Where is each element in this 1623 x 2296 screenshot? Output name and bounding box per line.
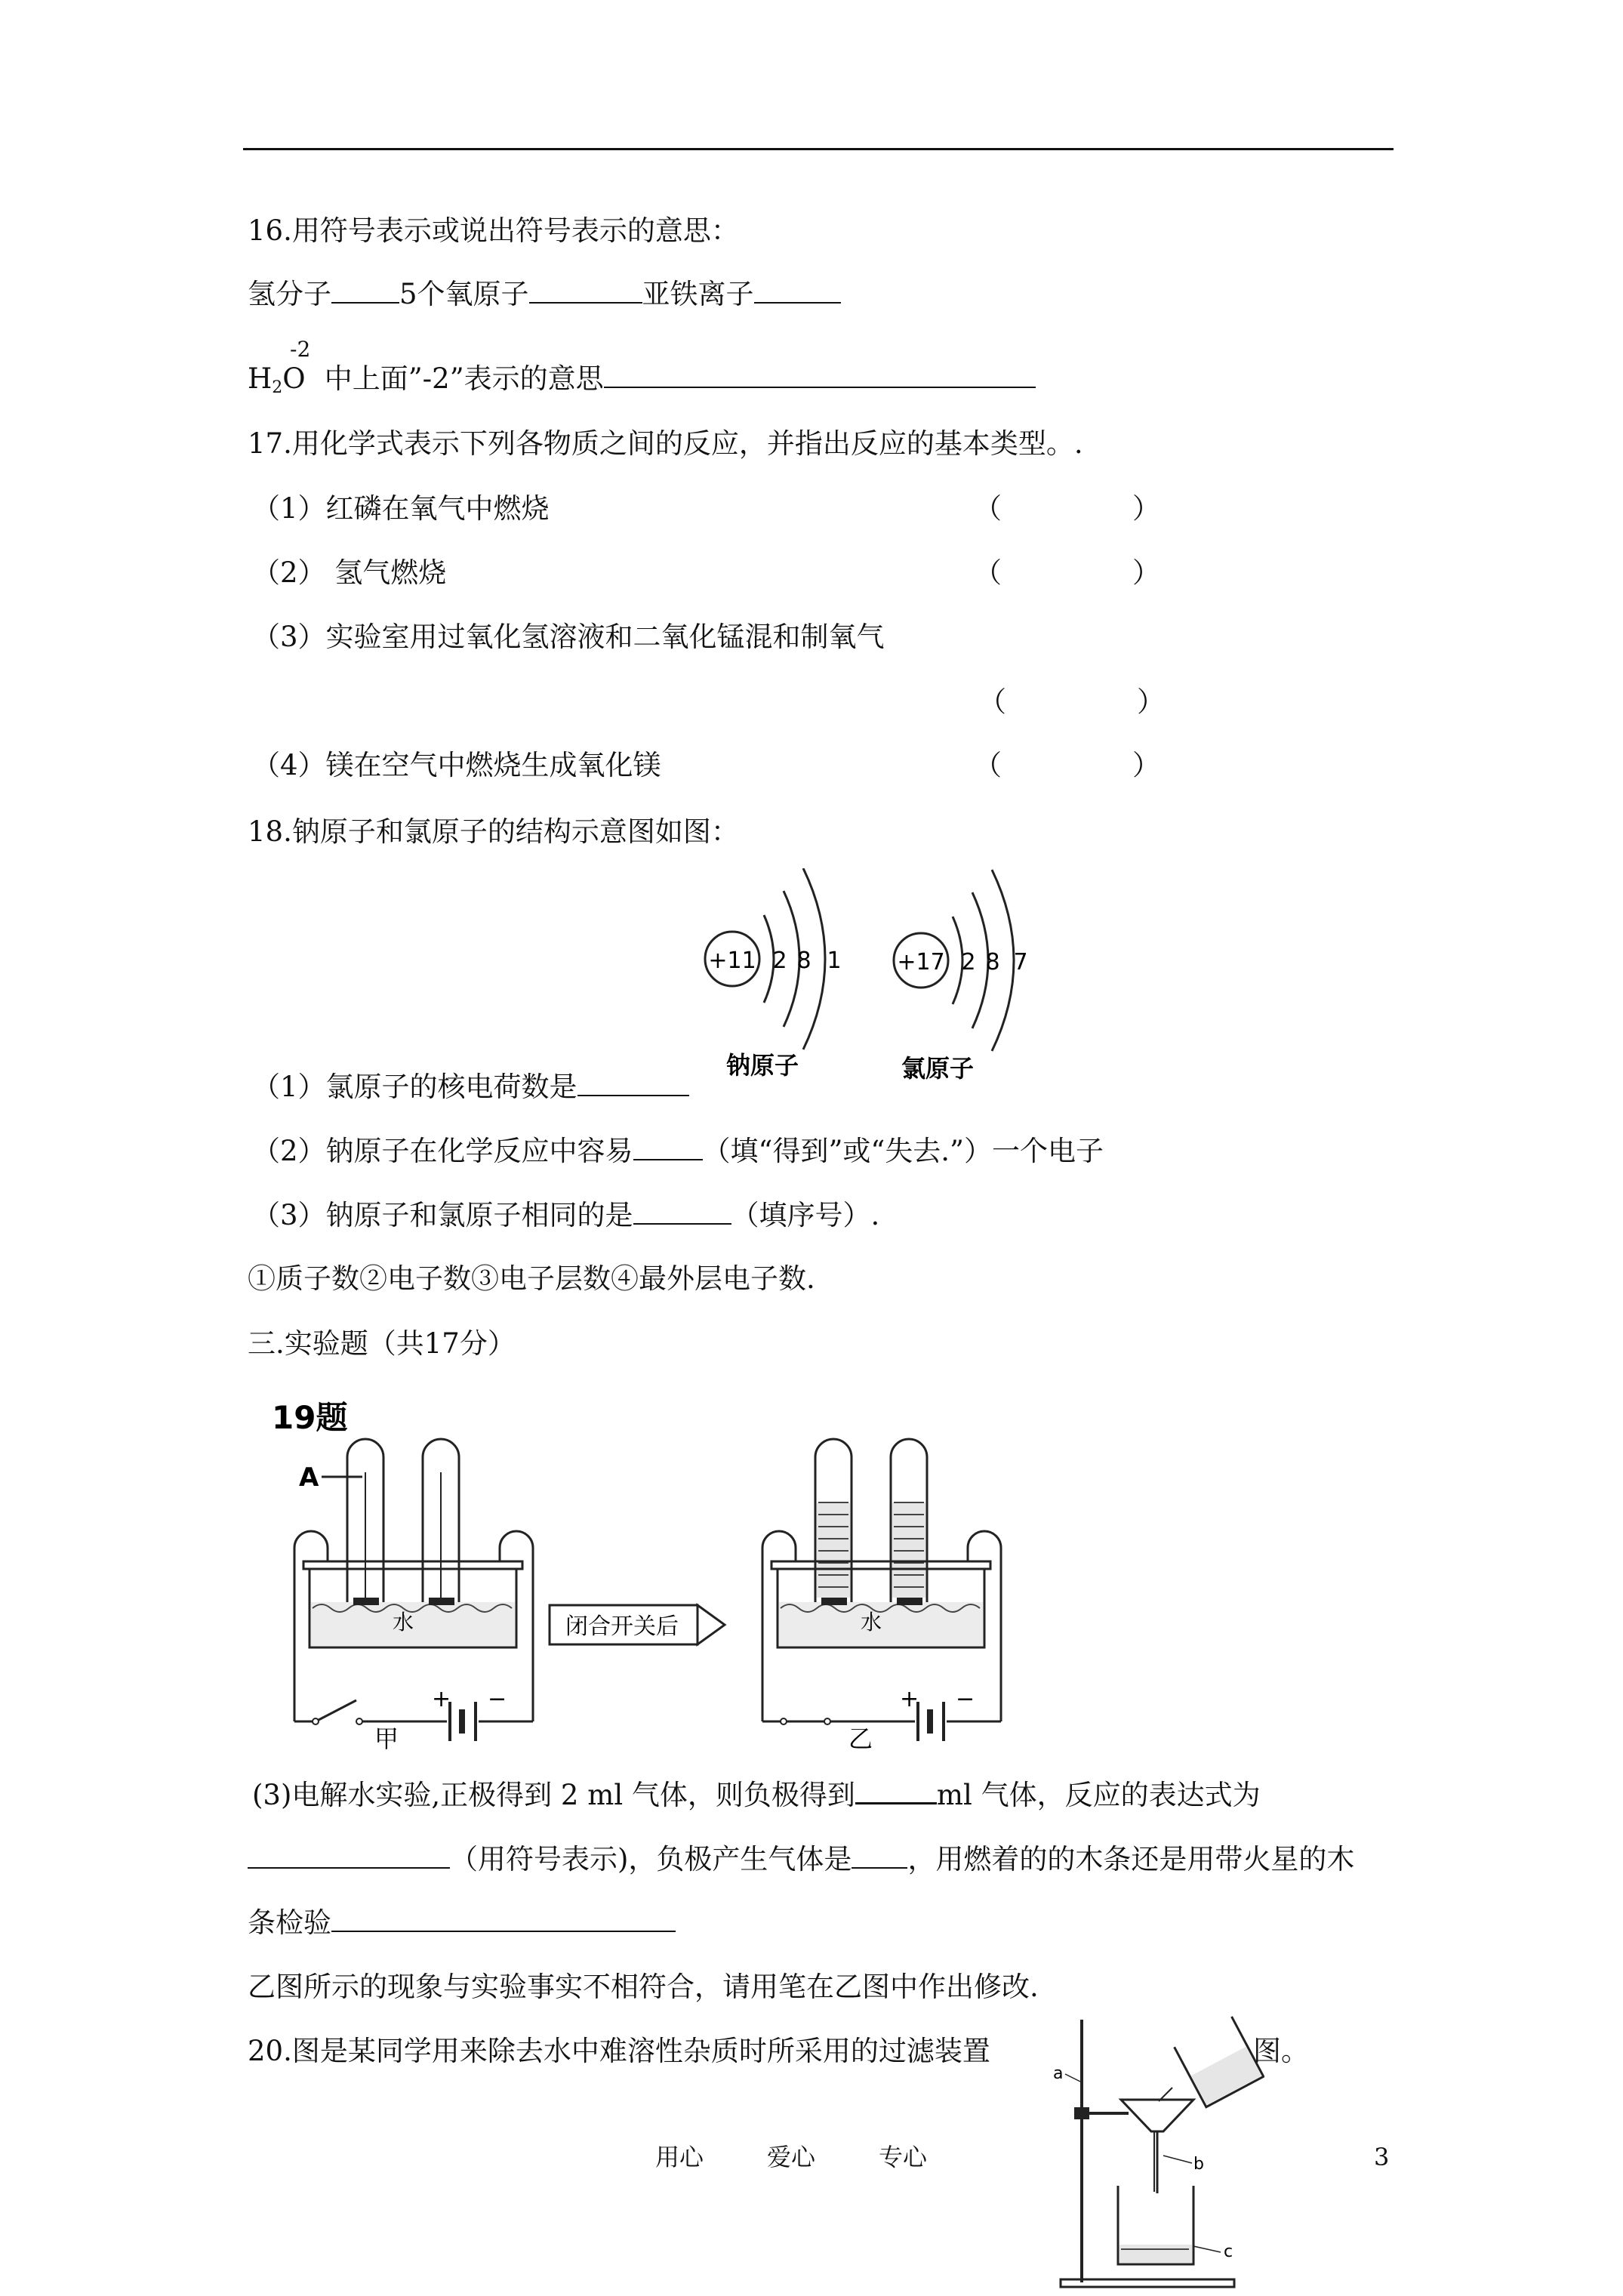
q16-line2 xyxy=(248,278,841,311)
chlorine-nucleus-charge: +17 xyxy=(897,949,945,975)
chlorine-atom xyxy=(894,870,1028,1083)
q19-blank-4[interactable] xyxy=(331,1908,676,1932)
q16-blank-3[interactable] xyxy=(754,279,841,304)
q20-text-b: 图。 xyxy=(1253,2035,1309,2067)
q19-text-1 xyxy=(252,1779,1261,1812)
plus-sign-left: + xyxy=(432,1686,451,1712)
sodium-atom xyxy=(705,868,842,1080)
q20-text-a: 20.图是某同学用来除去水中难溶性杂质时所采用的过滤装置 xyxy=(248,2035,990,2067)
sodium-nucleus-charge: +11 xyxy=(708,948,756,974)
formula-h: H xyxy=(248,362,273,395)
sodium-shell-count-1: 2 xyxy=(772,948,787,974)
footer-item-2: 爱心 xyxy=(767,2143,816,2171)
q18-title: 18.钠原子和氯原子的结构示意图如图： xyxy=(248,815,739,848)
q19-text-1a: (3)电解水实验,正极得到 2 ml 气体，则负极得到 xyxy=(252,1779,855,1811)
q16-blank-4[interactable] xyxy=(604,364,1036,388)
sodium-shell-count-2: 8 xyxy=(796,948,812,974)
q17-paren-open-4: （ xyxy=(974,749,1002,781)
q19-text-4: 乙图所示的现象与实验事实不相符合，请用笔在乙图中作出修改. xyxy=(248,1971,1039,2003)
q19-text-2 xyxy=(248,1843,1354,1876)
q18-options: ①质子数②电子数③电子层数④最外层电子数. xyxy=(248,1262,815,1295)
q18-blank-1[interactable] xyxy=(577,1072,689,1096)
q19-text-2a: （用符号表示)，负极产生气体是 xyxy=(450,1843,852,1875)
label-c: c xyxy=(1224,2242,1233,2261)
water-label-right: 水 xyxy=(860,1610,882,1635)
q17-title: 17.用化学式表示下列各物质之间的反应，并指出反应的基本类型。. xyxy=(248,427,1083,460)
q18-sub1-text: （1）氯原子的核电荷数是 xyxy=(252,1071,577,1103)
caption-yi: 乙 xyxy=(848,1724,873,1752)
q17-paren-close-3: ） xyxy=(1137,686,1165,718)
q17-paren-open-3: （ xyxy=(978,686,1006,718)
section-3-title: 三.实验题（共17分） xyxy=(248,1327,516,1360)
q18-blank-2[interactable] xyxy=(633,1136,703,1160)
q17-paren-close-2: ） xyxy=(1132,556,1160,589)
q19-text-2b: ，用燃着的的木条还是用带火星的木 xyxy=(907,1843,1355,1875)
formula-sub: 2 xyxy=(272,378,283,397)
q16-meaning-text: 中上面”-2”表示的意思 xyxy=(324,362,604,395)
apparatus-left xyxy=(294,1439,533,1752)
q18-sub2 xyxy=(252,1135,1104,1168)
q17-item-3: （3）实验室用过氧化氢溶液和二氧化锰混和制氧气 xyxy=(252,621,885,653)
chlorine-shell-count-2: 8 xyxy=(985,949,1000,975)
label-a: A xyxy=(299,1462,319,1493)
footer-item-1: 用心 xyxy=(655,2143,704,2171)
arrow-closed-switch xyxy=(550,1605,725,1644)
q17-paren-close-4: ） xyxy=(1132,749,1160,781)
q17-paren-open-2: （ xyxy=(974,556,1002,589)
header-rule xyxy=(243,148,1394,150)
q19-blank-1[interactable] xyxy=(855,1780,937,1804)
water-label-left: 水 xyxy=(392,1610,414,1635)
q17-paren-close-1: ） xyxy=(1132,492,1160,525)
q19-text-1b: ml 气体，反应的表达式为 xyxy=(936,1779,1261,1811)
arrow-text: 闭合开关后 xyxy=(565,1613,679,1640)
q18-sub3 xyxy=(252,1199,879,1232)
label-b: b xyxy=(1193,2155,1204,2174)
q16-hydrogen-molecule-label: 氢分子 xyxy=(248,278,331,310)
sodium-shell-count-3: 1 xyxy=(827,948,842,974)
q17-item-4: （4）镁在空气中燃烧生成氧化镁 xyxy=(252,749,661,781)
formula-o: O xyxy=(282,362,306,395)
minus-sign-left: − xyxy=(488,1686,507,1712)
apparatus-right xyxy=(762,1439,1001,1752)
q19-blank-2[interactable] xyxy=(248,1845,450,1869)
q18-sub3-text-b: （填序号）. xyxy=(731,1199,880,1231)
q19-text-3 xyxy=(248,1906,676,1940)
q18-blank-3[interactable] xyxy=(633,1200,731,1225)
page-number: 3 xyxy=(1374,2143,1390,2171)
q18-sub3-text-a: （3）钠原子和氯原子相同的是 xyxy=(252,1199,633,1231)
q16-formula xyxy=(248,337,316,398)
sodium-label: 钠原子 xyxy=(725,1051,799,1080)
plus-sign-right: + xyxy=(900,1686,919,1712)
q16-five-oxygen-label: 5个氧原子 xyxy=(399,278,529,310)
electrolysis-diagram xyxy=(264,1389,1012,1752)
q16-line3 xyxy=(248,337,1036,398)
q16-ferrous-ion-label: 亚铁离子 xyxy=(642,278,754,310)
q17-item-2: （2） 氢气燃烧 xyxy=(252,556,447,589)
q16-blank-1[interactable] xyxy=(331,279,399,304)
q17-item-1: （1）红磷在氧气中燃烧 xyxy=(252,492,550,525)
q18-sub2-text-b: （填“得到”或“失去.”）一个电子 xyxy=(702,1135,1104,1167)
q16-blank-2[interactable] xyxy=(529,279,642,304)
label-a-stand: a xyxy=(1053,2064,1064,2083)
q19-text-3a: 条检验 xyxy=(248,1906,331,1939)
caption-jia: 甲 xyxy=(374,1724,399,1752)
stand-base xyxy=(1061,2279,1234,2287)
chlorine-label: 氯原子 xyxy=(901,1054,975,1083)
chlorine-shell-count-1: 2 xyxy=(961,949,976,975)
minus-sign-right: − xyxy=(956,1686,975,1712)
q19-blank-3[interactable] xyxy=(852,1845,907,1869)
funnel xyxy=(1121,2100,1193,2131)
chlorine-shell-count-3: 7 xyxy=(1013,949,1028,975)
figure-19-title: 19题 xyxy=(272,1399,348,1436)
q18-sub2-text-a: （2）钠原子在化学反应中容易 xyxy=(252,1135,633,1167)
q18-sub1 xyxy=(252,1071,689,1104)
footer-item-3: 专心 xyxy=(879,2143,928,2171)
pouring-beaker xyxy=(1175,2017,1264,2107)
formula-sup: -2 xyxy=(290,337,311,362)
filtration-apparatus-diagram xyxy=(1046,2005,1264,2291)
q16-title: 16.用符号表示或说出符号表示的意思： xyxy=(248,214,739,247)
q17-paren-open-1: （ xyxy=(974,492,1002,525)
switch-open xyxy=(319,1700,356,1720)
atom-structure-diagram xyxy=(679,868,1072,1095)
